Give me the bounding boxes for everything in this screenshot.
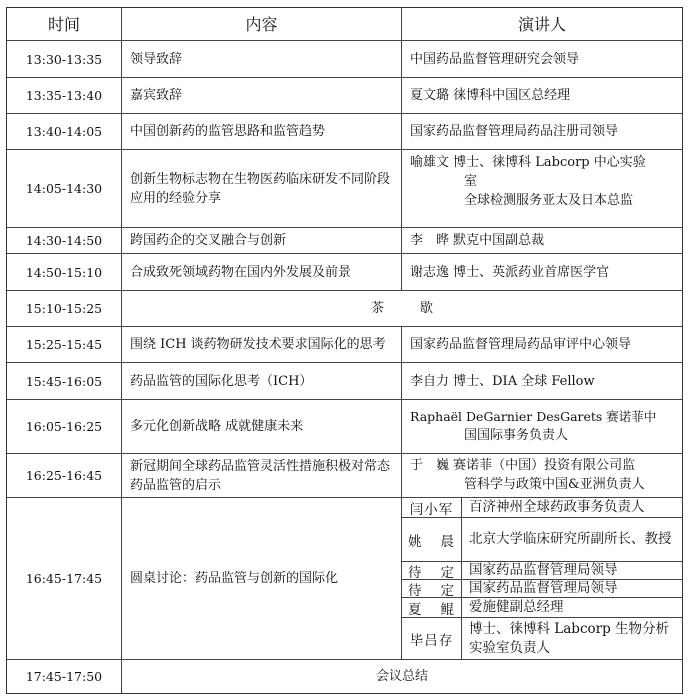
- panelist-role: 博士、徕博科 Labcorp 生物分析实验室负责人: [469, 620, 670, 656]
- speaker-cell: 谢志逸 博士、英派药业首席医学官: [410, 264, 610, 280]
- name-char: 晨: [440, 533, 455, 550]
- summary-cell: 会议总结: [375, 669, 428, 684]
- table-row: [7, 327, 682, 363]
- time-cell: 13:40-14:05: [7, 114, 122, 149]
- time-cell: 14:50-15:10: [7, 254, 122, 290]
- speaker-line: Raphaël DeGarnier DesGarets 赛诺菲中: [410, 409, 657, 424]
- name-char: 定: [440, 582, 455, 599]
- speaker-line: 喻雄文 博士、徕博科 Labcorp 中心实验: [410, 155, 646, 170]
- panelist-role: 爱施健副总经理: [469, 599, 564, 615]
- panelist-row: [402, 598, 682, 618]
- table-row: [7, 114, 682, 150]
- time-cell: 16:25-16:45: [7, 454, 122, 497]
- table-row: [7, 78, 682, 114]
- time-cell: 17:45-17:50: [7, 660, 122, 693]
- speaker-cell: 国家药品监督管理局药品审评中心领导: [410, 337, 632, 352]
- time-cell: 16:45-17:45: [7, 498, 122, 659]
- header-content: 内容: [122, 8, 402, 40]
- panel-table: [402, 498, 682, 659]
- speaker-line: 全球检测服务亚太及日本总监: [464, 193, 634, 208]
- content-cell: 领导致辞: [122, 41, 402, 77]
- name-char: 姚: [408, 533, 423, 550]
- header-speaker: 演讲人: [517, 14, 566, 34]
- content-cell: 嘉宾致辞: [122, 78, 402, 113]
- panelist-role: 国家药品监督管理局领导: [469, 580, 618, 596]
- content-cell: 多元化创新战略 成就健康未来: [122, 400, 402, 453]
- time-cell: 13:30-13:35: [7, 41, 122, 77]
- header-time: 时间: [7, 8, 122, 40]
- table-row: [7, 254, 682, 291]
- speaker-cell: 国家药品监督管理局药品注册司领导: [410, 124, 619, 139]
- time-cell: 15:10-15:25: [7, 291, 122, 326]
- speaker-cell: 夏文璐 徕博科中国区总经理: [410, 88, 571, 103]
- speaker-cell: [402, 454, 682, 497]
- table-row: [7, 41, 682, 78]
- speaker-cell: [402, 150, 682, 227]
- table-row: [7, 498, 682, 660]
- content-cell: 围绕 ICH 谈药物研发技术要求国际化的思考: [122, 327, 402, 362]
- agenda-table: [6, 7, 683, 694]
- panelist-row: [402, 518, 682, 562]
- panelist-name: [402, 518, 462, 561]
- panelist-row: [402, 580, 682, 598]
- table-row: [7, 454, 682, 498]
- speaker-cell: 李自力 博士、DIA 全球 Fellow: [410, 373, 595, 389]
- name-char: 鲲: [440, 601, 455, 618]
- speaker-cell: 中国药品监督管理研究会领导: [410, 51, 580, 67]
- panelist-role: 国家药品监督管理局领导: [469, 562, 618, 578]
- time-cell: 14:05-14:30: [7, 150, 122, 227]
- speaker-cell: [402, 400, 682, 453]
- content-cell: 创新生物标志物在生物医药临床研发不同阶段应用的经验分享: [122, 150, 402, 227]
- table-header: [7, 8, 682, 41]
- panelist-role: 北京大学临床研究所副所长、教授: [469, 531, 672, 547]
- table-row: [7, 291, 682, 327]
- panelist-row: [402, 498, 682, 518]
- table-row: [7, 400, 682, 454]
- break-label-left: 茶: [370, 301, 384, 316]
- table-row: [7, 660, 682, 693]
- content-cell: 合成致死领域药物在国内外发展及前景: [122, 254, 402, 290]
- content-cell: 跨国药企的交叉融合与创新: [122, 228, 402, 253]
- panelist-row: [402, 562, 682, 580]
- speaker-line: 室: [464, 174, 478, 189]
- time-cell: 14:30-14:50: [7, 228, 122, 253]
- time-cell: 13:35-13:40: [7, 78, 122, 113]
- name-char: 定: [440, 564, 455, 581]
- time-cell: 15:45-16:05: [7, 363, 122, 399]
- tea-break-cell: [122, 291, 682, 326]
- break-label-right: 歇: [420, 301, 434, 316]
- table-row: [7, 363, 682, 400]
- content-cell: 中国创新药的监管思路和监管趋势: [122, 114, 402, 149]
- panelist-name: [402, 580, 462, 597]
- panelist-name: [402, 562, 462, 579]
- content-cell: 药品监管的国际化思考（ICH）: [122, 363, 402, 399]
- table-row: [7, 228, 682, 254]
- speaker-line: 国国际事务负责人: [464, 428, 569, 443]
- speaker-cell: 李 晔 默克中国副总裁: [410, 233, 545, 248]
- speaker-line: 管科学与政策中国&亚洲负责人: [464, 477, 645, 492]
- panelist-row: [402, 618, 682, 659]
- time-cell: 15:25-15:45: [7, 327, 122, 362]
- time-cell: 16:05-16:25: [7, 400, 122, 453]
- panelist-name: 毕吕存: [402, 618, 462, 659]
- panelist-name: [402, 598, 462, 617]
- name-char: 待: [408, 582, 423, 599]
- table-row: [7, 150, 682, 228]
- content-cell: 新冠期间全球药品监管灵活性措施积极对常态药品监管的启示: [122, 454, 402, 497]
- speaker-line: 于 巍 赛诺菲（中国）投资有限公司监: [410, 458, 636, 473]
- panelist-name: 闫小军: [402, 498, 462, 517]
- content-cell: 圆桌讨论：药品监管与创新的国际化: [122, 498, 402, 659]
- name-char: 待: [408, 564, 423, 581]
- panelist-role: 百济神州全球药政事务负责人: [469, 499, 645, 515]
- name-char: 夏: [408, 601, 423, 618]
